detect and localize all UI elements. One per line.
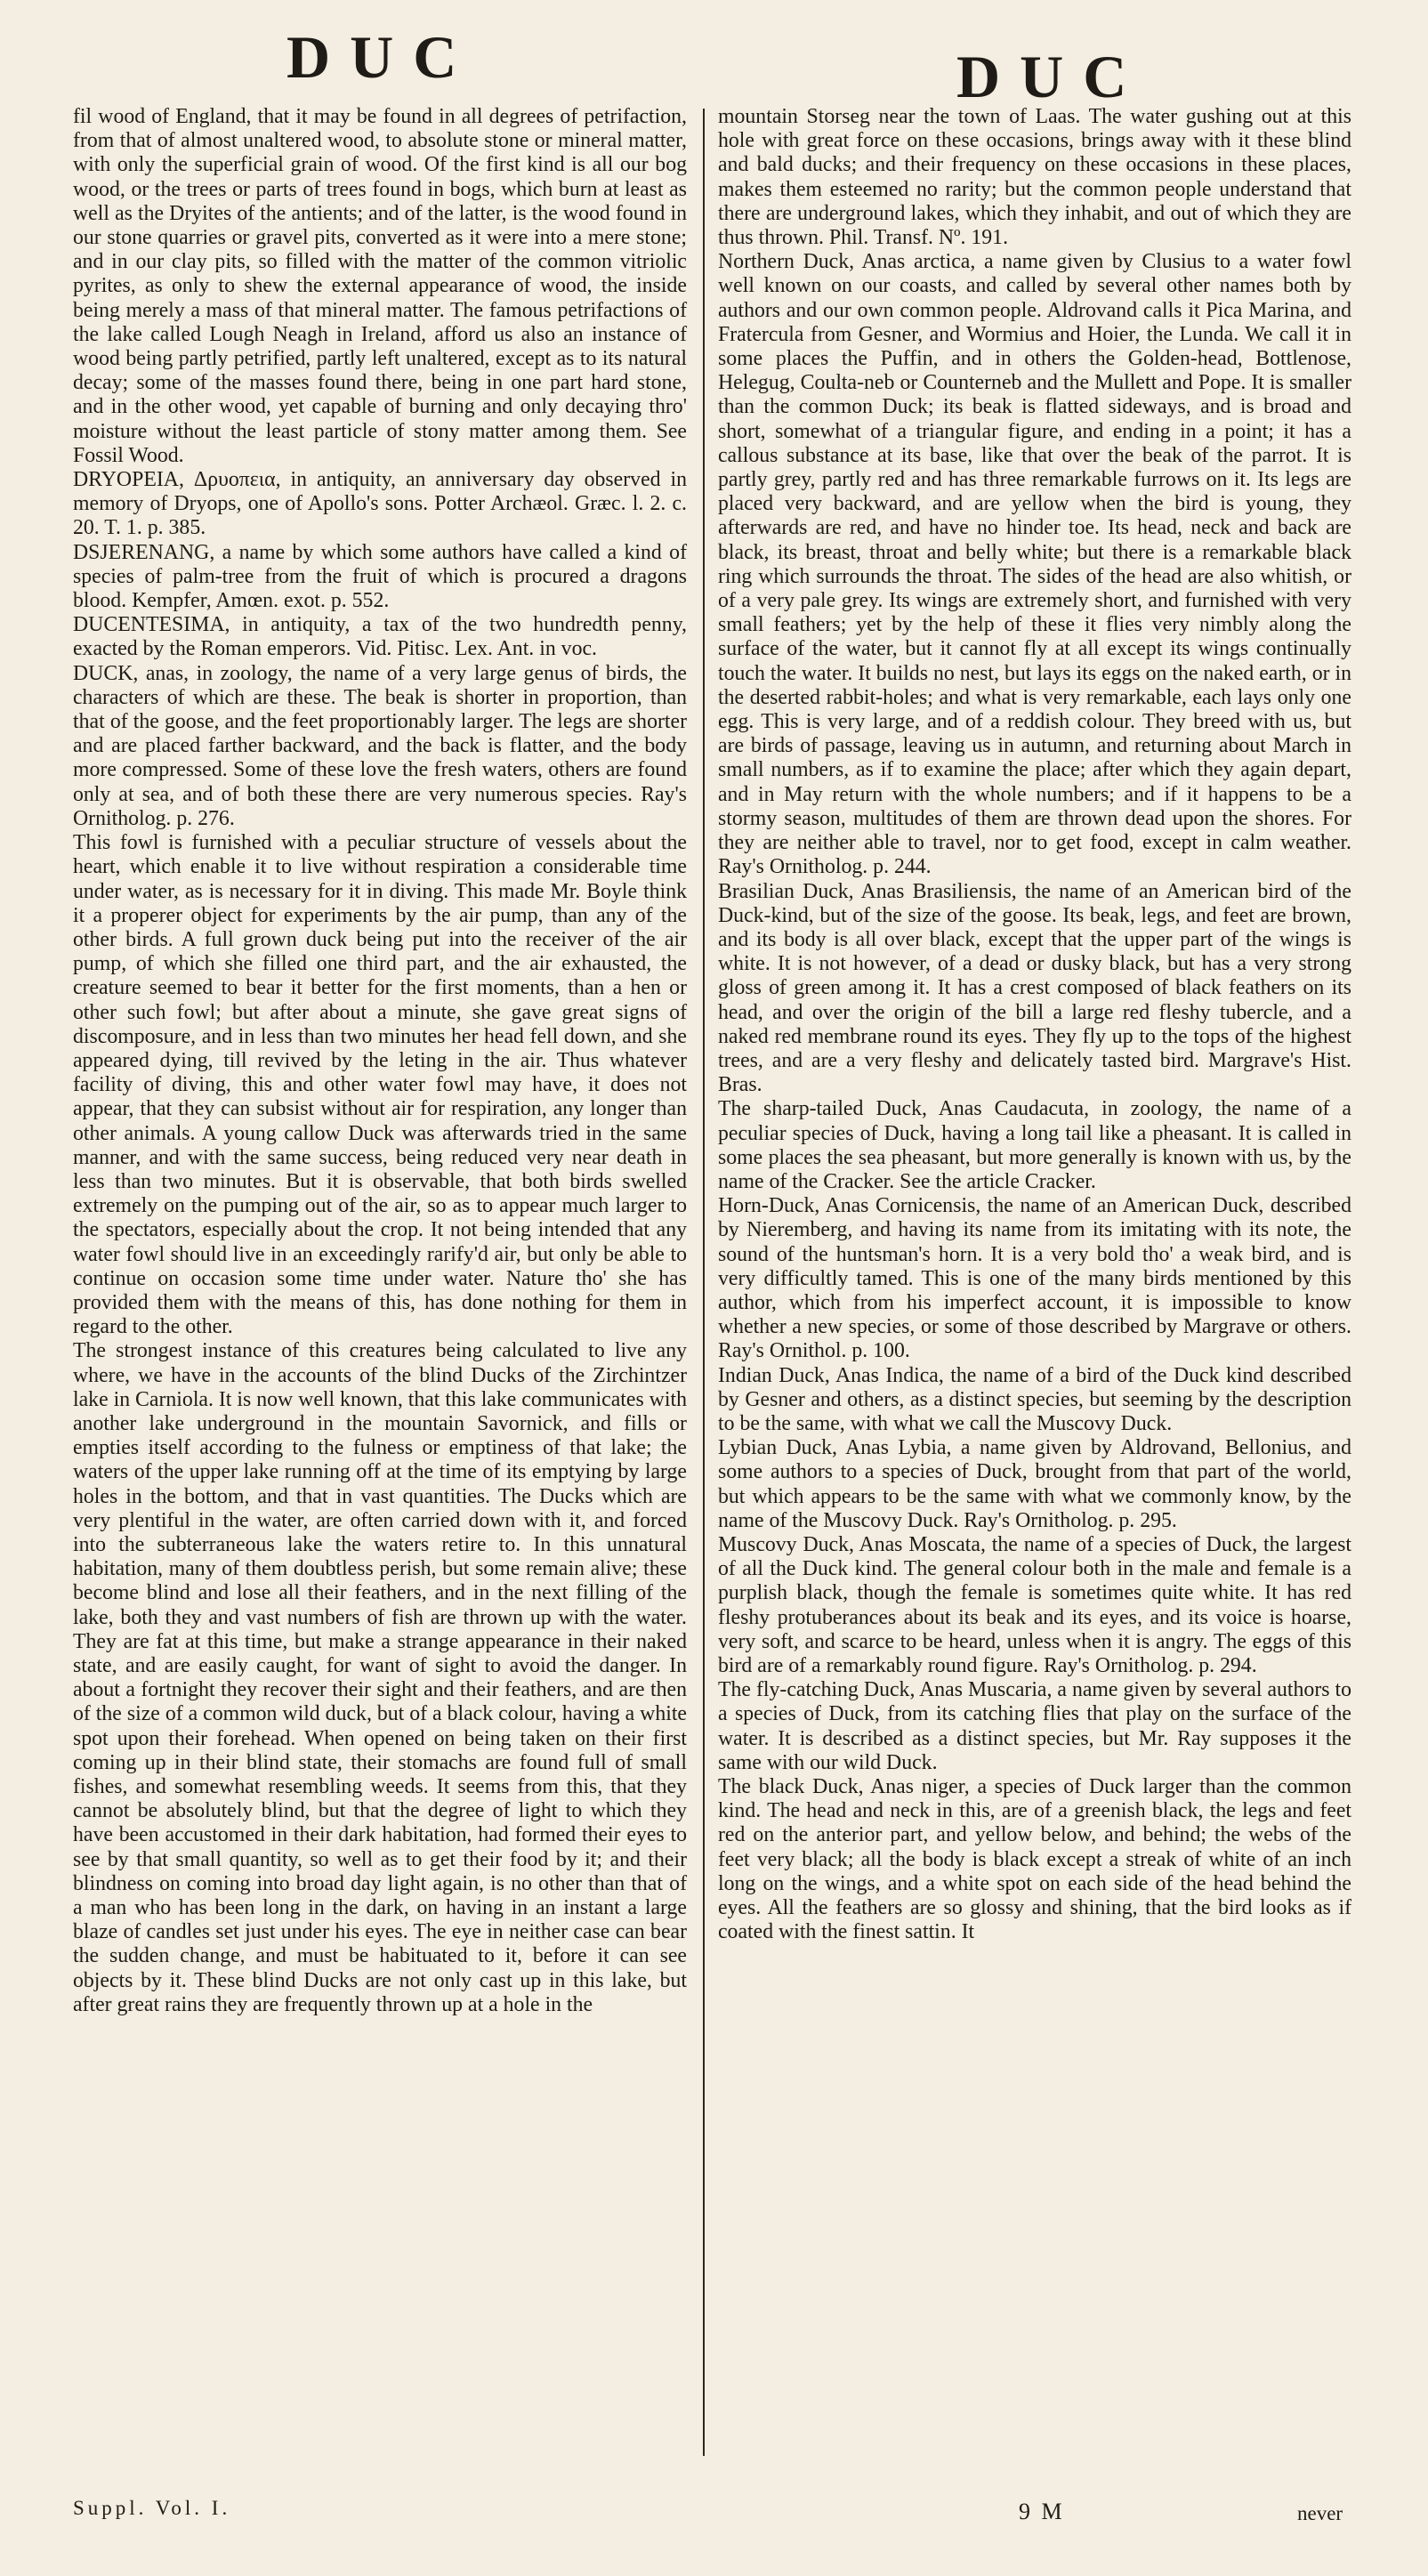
dictionary-entry: Northern Duck, Anas arctica, a name given by Clusius to a water fowl well known on our coasts, and called by several other names both by authors and our own common people. Aldrovand calls it Pica Marina, and Fratercula from Gesner, and Wormius and Hoier, the Lunda. We call it in some places the Puffin, and in others the Golden-head, Bottlenose, Helegug, Coulta-neb or Counterneb and the Mullett and Pope. It is smaller than the common Duck; its beak is flatted sideways, and is broad and short, somewhat of a triangular figure, and ending in a point; it has a callous substance at its base, like that over the beak of the parrot. It is partly grey, partly red and has three remarkable furrows on it. Its legs are placed very backward, and are yellow when the bird is young, they afterwards are red, and have no hinder toe. Its head, neck and back are black, its breast, throat and belly white; but there is a remarkable black ring which surrounds the throat. The sides of the head are also whitish, or of a very pale grey. Its wings are extremely short, and furnished with very small feathers; yet by the help of these it flies very nimbly along the surface of the water, but it cannot fly at all except its wings continually touch the water. It builds no nest, but lays its eggs on the naked earth, or in the deserted rabbit-holes; and what is very remarkable, each lays only one egg. This is very large, and of a reddish colour. They breed with us, but are birds of passage, leaving us in autumn, and returning about March in small numbers, as if to examine the place; after which they again depart, and in May return with the whole numbers; and if it happens to be a stormy season, multitudes of them are thrown dead upon the shores. For they are neither able to travel, nor to get food, except in calm weather. Ray's Ornitholog. p. 244.	[718, 250, 1351, 879]
paragraph: fil wood of England, that it may be found in all degrees of petrifaction, from that of almost unaltered wood, to absolute stone or mineral matter, with only the superficial grain of wood. Of the first kind is all our bog wood, or the trees or parts of trees found in bogs, which burn at least as well as the Dryites of the antients; and of the latter, is the wood found in our stone quarries or gravel pits, converted as it were into a mere stone; and in our clay pits, so filled with the matter of the common vitriolic pyrites, as only to shew the external appearance of wood, the inside being merely a mass of that mineral matter. The famous petrifactions of the lake called Lough Neagh in Ireland, afford us also an instance of wood being partly petrified, partly left unaltered, except as to its natural decay; some of the masses found there, being in one part hard stone, and in the other wood, yet capable of burning and only decaying thro' moisture without the least particle of stony matter among them. See Fossil Wood.	[73, 105, 687, 467]
catchword: never	[1297, 2502, 1343, 2524]
dictionary-entry: The black Duck, Anas niger, a species of Duck larger than the common kind. The head and neck in this, are of a greenish black, the legs and feet red on the anterior part, and yellow below, and behind; the webs of the feet very black; all the body is black except a streak of white of an inch long on the wings, and a white spot on each side of the head behind the eyes. All the feathers are so glossy and shining, that the bird looks as if coated with the finest sattin. It	[718, 1775, 1351, 1944]
right-column	[718, 105, 1351, 1944]
dictionary-entry: DUCK, anas, in zoology, the name of a very large genus of birds, the characters of which are these. The beak is shorter in proportion, than that of the goose, and the feet proportionably larger. The legs are shorter and are placed farther backward, and the back is flatter, and the body more compressed. Some of these love the fresh waters, others are found only at sea, and of both these there are very numerous species. Ray's Ornitholog. p. 276.	[73, 661, 687, 830]
dictionary-entry: Horn-Duck, Anas Cornicensis, the name of an American Duck, described by Nieremberg, and having its name from its imitating with its note, the sound of the huntsman's horn. It is a very bold tho' a weak bird, and is very difficultly tamed. This is one of the many birds mentioned by this author, which from his imperfect account, it is impossible to know whether a new species, or some of those described by Margrave or others. Ray's Ornithol. p. 100.	[718, 1194, 1351, 1363]
dictionary-entry: The fly-catching Duck, Anas Muscaria, a name given by several authors to a species of Duck, from its catching flies that play on the surface of the water. It is described as a distinct species, but Mr. Ray supposes it the same with our wild Duck.	[718, 1678, 1351, 1774]
running-head-right: DUC	[956, 43, 1147, 110]
dictionary-entry: Brasilian Duck, Anas Brasiliensis, the name of an American bird of the Duck-kind, but of the size of the goose. Its beak, legs, and feet are brown, and its body is all over black, except that the upper part of the wings is white. It is not however, of a dead or dusky black, but has a very strong gloss of green among it. It has a crest composed of black feathers on its head, and over the origin of the bill a large red fleshy tubercle, and a naked red membrane round its eyes. They fly up to the tops of the highest trees, and are a very fleshy and delicately tasted bird. Margrave's Hist. Bras.	[718, 879, 1351, 1097]
dictionary-entry: Lybian Duck, Anas Lybia, a name given by Aldrovand, Bellonius, and some authors to a species of Duck, brought from that part of the world, but which appears to be the same with what we commonly know, by the name of the Muscovy Duck. Ray's Ornitholog. p. 295.	[718, 1436, 1351, 1532]
paragraph: This fowl is furnished with a peculiar structure of vessels about the heart, which enable it to live without respiration a considerable time under water, as is necessary for it in diving. This made Mr. Boyle think it a properer object for experiments by the air pump, than any of the other birds. A full grown duck being put into the receiver of the air pump, of which she filled one third part, and the air exhausted, the creature seemed to bear it better for the first moments, than a hen or other such fowl; but after about a minute, she gave great signs of discomposure, and in less than two minutes her head fell down, and she appeared dying, till revived by the leting in the air. Thus whatever facility of diving, this and other water fowl may have, it does not appear, that they can subsist without air for respiration, any longer than other animals. A young callow Duck was afterwards tried in the same manner, and with the same success, being reduced very near death in less than two minutes. But it is observable, that both birds swelled extremely on the pumping out of the air, so as to appear much larger to the spectators, especially about the crop. It not being intended that any water fowl should live in an exceedingly rarify'd air, but only be able to continue on occasion some time under water. Nature tho' she has provided them with the means of this, has done nothing for them in regard to the other.	[73, 831, 687, 1339]
column-divider	[703, 109, 705, 2456]
running-head-left: DUC	[286, 23, 477, 91]
dictionary-entry: DUCENTESIMA, in antiquity, a tax of the two hundredth penny, exacted by the Roman emperors. Vid. Pitisc. Lex. Ant. in voc.	[73, 613, 687, 661]
paragraph: mountain Storseg near the town of Laas. The water gushing out at this hole with great force on these occasions, brings away with it these blind and bald ducks; and their frequency on these occasions in these places, makes them esteemed no rarity; but the common people understand that there are underground lakes, which they inhabit, and out of which they are thus thrown. Phil. Transf. Nº. 191.	[718, 105, 1351, 250]
dictionary-entry: Muscovy Duck, Anas Moscata, the name of a species of Duck, the largest of all the Duck kind. The general colour both in the male and female is a purplish black, though the female is sometimes quite white. It has red fleshy protuberances about its beak and its eyes, and its voice is hoarse, very soft, and scarce to be heard, unless when it is angry. The eggs of this bird are of a remarkably round figure. Ray's Ornitholog. p. 294.	[718, 1532, 1351, 1677]
paragraph: The strongest instance of this creatures being calculated to live any where, we have in the accounts of the blind Ducks of the Zirchintzer lake in Carniola. It is now well known, that this lake communicates with another lake underground in the mountain Savornick, and fills or empties itself according to the fulness or emptiness of that lake; the waters of the upper lake running off at the time of its emptying by large holes in the bottom, and that in vast quantities. The Ducks which are very plentiful in the water, are often carried down with it, and forced into the subterraneous lake the waters retire to. In this unnatural habitation, many of them doubtless perish, but some remain alive; these become blind and lose all their feathers, and in the next filling of the lake, both they and vast numbers of fish are thrown up with the water. They are fat at this time, but make a strange appearance in their naked state, and are easily caught, for want of sight to avoid the danger. In about a fortnight they recover their sight and their feathers, and are then of the size of a common wild duck, but of a black colour, having a white spot upon their forehead. When opened on being taken on their first coming up in their blind state, their stomachs are found full of small fishes, and somewhat resembling weeds. It seems from this, that they cannot be absolutely blind, but that the degree of light to which they have been accustomed in their dark habitation, had formed their eyes to see by that small quantity, so well as to get their food by it; and their blindness on coming into broad day light again, is no other than that of a man who has been long in the dark, on having in an instant a large blaze of candles set just under his eyes. The eye in neither case can bear the sudden change, and must be habituated to it, before it can see objects by it. These blind Ducks are not only cast up in this lake, but after great rains they are frequently thrown up at a hole in the	[73, 1339, 687, 2016]
dictionary-entry: Indian Duck, Anas Indica, the name of a bird of the Duck kind described by Gesner and others, as a distinct species, but seeming by the description to be the same, with what we call the Muscovy Duck.	[718, 1363, 1351, 1435]
signature-mark: 9 M	[1019, 2499, 1065, 2524]
left-column	[73, 105, 687, 2017]
volume-footer: Suppl. Vol. I.	[73, 2497, 231, 2519]
dictionary-entry: The sharp-tailed Duck, Anas Caudacuta, in zoology, the name of a peculiar species of Duck, having a long tail like a pheasant. It is called in some places the sea pheasant, but more generally is known with us, by the name of the Cracker. See the article Cracker.	[718, 1097, 1351, 1193]
dictionary-entry: DSJERENANG, a name by which some authors have called a kind of species of palm-tree from the fruit of which is procured a dragons blood. Kempfer, Amœn. exot. p. 552.	[73, 540, 687, 613]
dictionary-entry: DRYOPEIA, Δρυοπεια, in antiquity, an anniversary day observed in memory of Dryops, one of Apollo's sons. Potter Archæol. Græc. l. 2. c. 20. T. 1. p. 385.	[73, 468, 687, 540]
